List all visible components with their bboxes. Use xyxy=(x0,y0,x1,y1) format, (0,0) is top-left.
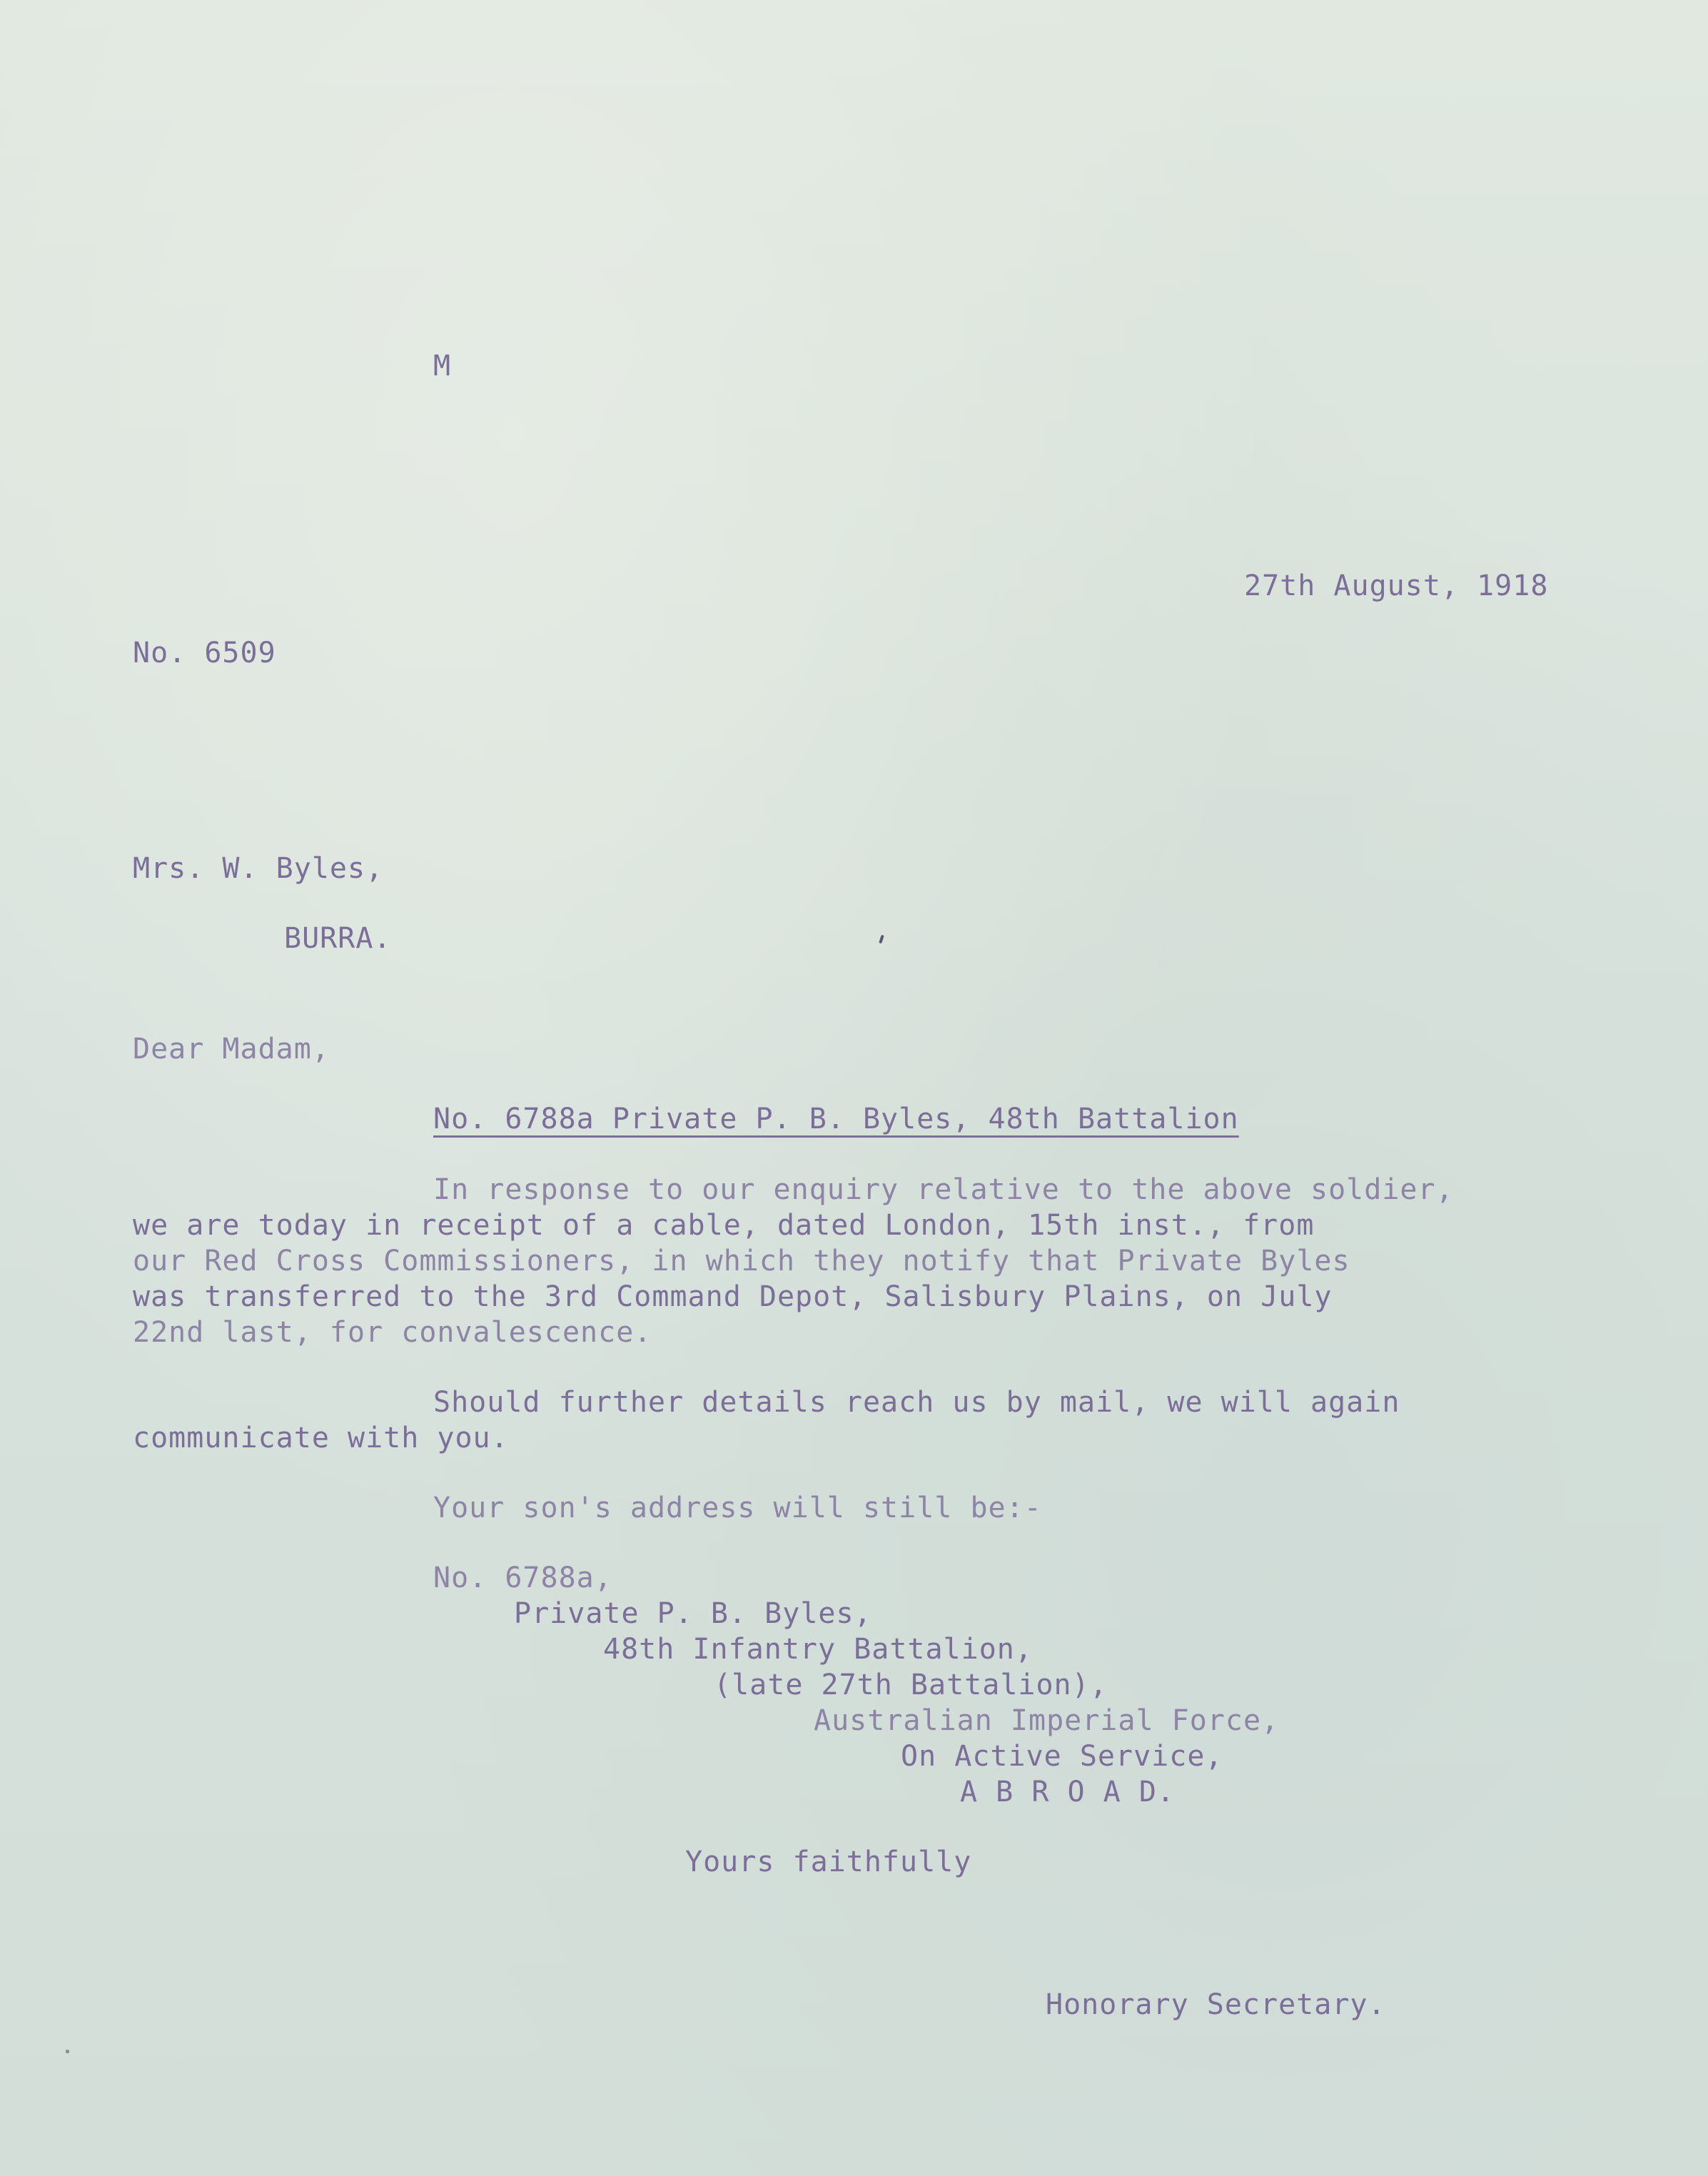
paragraph-line: our Red Cross Commissioners, in which they notify that Private Byles xyxy=(133,1245,1350,1277)
address-line: Private P. B. Byles, xyxy=(514,1597,872,1630)
reference-number: No. 6509 xyxy=(133,637,276,669)
address-line: Australian Imperial Force, xyxy=(814,1704,1280,1737)
signature-title: Honorary Secretary. xyxy=(1046,1988,1386,2021)
subject-line: No. 6788a Private P. B. Byles, 48th Battalion xyxy=(433,1103,1239,1135)
paragraph-line: communicate with you. xyxy=(133,1422,509,1454)
letter-initial: M xyxy=(433,350,452,383)
paper-mark xyxy=(879,935,884,944)
letter-date: 27th August, 1918 xyxy=(1244,570,1549,602)
recipient-name: Mrs. W. Byles, xyxy=(133,852,384,885)
closing: Yours faithfully xyxy=(685,1846,972,1878)
paragraph-line: we are today in receipt of a cable, dated London, 15th inst., from xyxy=(133,1209,1315,1242)
recipient-town: BURRA. xyxy=(284,922,392,955)
paper-speck xyxy=(66,2050,69,2053)
address-line: On Active Service, xyxy=(901,1740,1223,1773)
paragraph-line: Should further details reach us by mail, we will again xyxy=(433,1386,1400,1419)
paragraph-line: was transferred to the 3rd Command Depot, Salisbury Plains, on July xyxy=(133,1280,1333,1313)
paragraph-line: 22nd last, for convalescence. xyxy=(133,1316,652,1349)
paragraph-line: In response to our enquiry relative to the above soldier, xyxy=(433,1173,1454,1206)
address-line: 48th Infantry Battalion, xyxy=(603,1633,1033,1666)
address-line: No. 6788a, xyxy=(433,1562,612,1594)
address-intro: Your son's address will still be:- xyxy=(433,1492,1042,1524)
address-line: A B R O A D. xyxy=(960,1776,1175,1808)
address-line: (late 27th Battalion), xyxy=(714,1669,1108,1701)
salutation: Dear Madam, xyxy=(133,1033,330,1066)
